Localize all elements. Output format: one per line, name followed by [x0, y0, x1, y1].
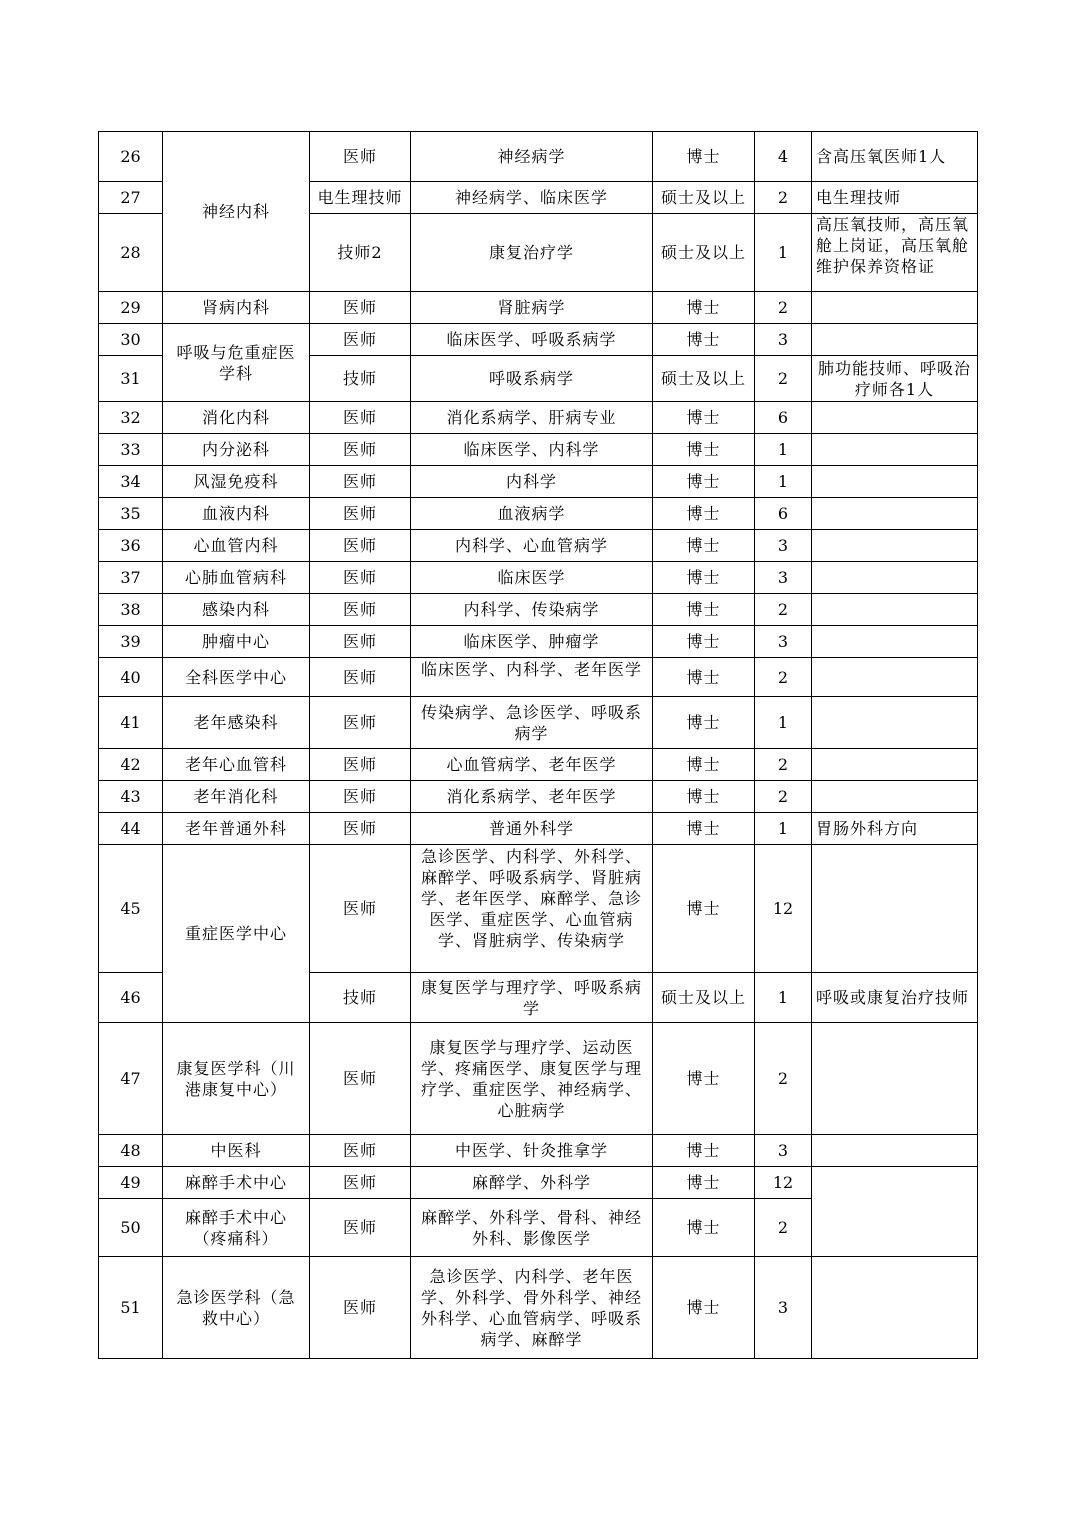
note-cell: [812, 292, 978, 324]
major-cell: 急诊医学、内科学、老年医学、外科学、骨外科学、神经外科学、心血管病学、呼吸系病学、麻醉学: [411, 1257, 653, 1359]
position-cell: 医师: [310, 749, 411, 781]
row-number: 32: [99, 402, 163, 434]
row-number: 26: [99, 132, 163, 182]
row-number: 51: [99, 1257, 163, 1359]
position-cell: 医师: [310, 845, 411, 973]
row-number: 47: [99, 1023, 163, 1135]
education-cell: 博士: [653, 1167, 755, 1199]
department-cell: 中医科: [163, 1135, 310, 1167]
position-cell: 医师: [310, 324, 411, 356]
major-cell: 呼吸系病学: [411, 356, 653, 402]
education-cell: 博士: [653, 697, 755, 749]
education-cell: 博士: [653, 658, 755, 697]
department-cell: 消化内科: [163, 402, 310, 434]
position-cell: 医师: [310, 1023, 411, 1135]
department-cell: 肿瘤中心: [163, 626, 310, 658]
count-cell: 2: [755, 1199, 812, 1257]
count-cell: 3: [755, 530, 812, 562]
row-number: 46: [99, 973, 163, 1023]
position-cell: 医师: [310, 658, 411, 697]
education-cell: 博士: [653, 562, 755, 594]
count-cell: 12: [755, 845, 812, 973]
row-number: 42: [99, 749, 163, 781]
count-cell: 1: [755, 466, 812, 498]
education-cell: 硕士及以上: [653, 214, 755, 292]
department-cell: 老年普通外科: [163, 813, 310, 845]
note-cell: [812, 697, 978, 749]
row-number: 34: [99, 466, 163, 498]
education-cell: 博士: [653, 749, 755, 781]
note-cell: [812, 530, 978, 562]
table-row: [99, 562, 978, 594]
department-cell: 老年消化科: [163, 781, 310, 813]
department-cell: 风湿免疫科: [163, 466, 310, 498]
department-cell: 呼吸与危重症医学科: [163, 324, 310, 402]
department-cell: 重症医学中心: [163, 845, 310, 1023]
count-cell: 3: [755, 1135, 812, 1167]
education-cell: 博士: [653, 466, 755, 498]
table-row: [99, 845, 978, 973]
count-cell: 1: [755, 214, 812, 292]
major-cell: 血液病学: [411, 498, 653, 530]
position-cell: 医师: [310, 697, 411, 749]
table-row: [99, 697, 978, 749]
major-cell: 内科学、传染病学: [411, 594, 653, 626]
count-cell: 2: [755, 182, 812, 214]
major-text: 急诊医学、内科学、外科学、麻醉学、呼吸系病学、肾脏病学、老年医学、麻醉学、急诊医学、重症医学、心血管病学、肾脏病学、传染病学: [420, 847, 642, 950]
count-cell: 2: [755, 356, 812, 402]
education-cell: 博士: [653, 1023, 755, 1135]
education-cell: 博士: [653, 1257, 755, 1359]
row-number: 43: [99, 781, 163, 813]
major-cell: 肾脏病学: [411, 292, 653, 324]
major-cell: 麻醉学、外科学: [411, 1167, 653, 1199]
department-cell: 心血管内科: [163, 530, 310, 562]
table-row: [99, 626, 978, 658]
note-cell: [812, 658, 978, 697]
table-row: [99, 466, 978, 498]
note-cell: [812, 594, 978, 626]
major-cell: 康复医学与理疗学、运动医学、疼痛医学、康复医学与理疗学、重症医学、神经病学、心脏病学: [411, 1023, 653, 1135]
position-cell: 医师: [310, 402, 411, 434]
row-number: 48: [99, 1135, 163, 1167]
table-row: [99, 1257, 978, 1359]
major-cell: 临床医学、肿瘤学: [411, 626, 653, 658]
major-cell: 内科学、心血管病学: [411, 530, 653, 562]
major-cell: 临床医学: [411, 562, 653, 594]
count-cell: 6: [755, 402, 812, 434]
note-cell: [812, 1167, 978, 1257]
row-number: 38: [99, 594, 163, 626]
table-row: [99, 292, 978, 324]
note-cell: 胃肠外科方向: [812, 813, 978, 845]
major-cell: 中医学、针灸推拿学: [411, 1135, 653, 1167]
row-number: 36: [99, 530, 163, 562]
count-cell: 3: [755, 1257, 812, 1359]
note-cell: [812, 466, 978, 498]
note-cell: [812, 1257, 978, 1359]
row-number: 31: [99, 356, 163, 402]
note-cell: [812, 626, 978, 658]
position-cell: 医师: [310, 1199, 411, 1257]
position-cell: 医师: [310, 1257, 411, 1359]
education-cell: 博士: [653, 1199, 755, 1257]
education-cell: 博士: [653, 626, 755, 658]
position-cell: 技师2: [310, 214, 411, 292]
row-number: 35: [99, 498, 163, 530]
major-cell: 传染病学、急诊医学、呼吸系病学: [411, 697, 653, 749]
major-cell: 内科学: [411, 466, 653, 498]
position-cell: 医师: [310, 781, 411, 813]
education-cell: 博士: [653, 324, 755, 356]
table-row: [99, 402, 978, 434]
note-cell: [812, 324, 978, 356]
position-cell: 医师: [310, 594, 411, 626]
count-cell: 3: [755, 626, 812, 658]
note-cell: [812, 498, 978, 530]
major-cell: 消化系病学、肝病专业: [411, 402, 653, 434]
position-cell: 医师: [310, 813, 411, 845]
major-cell: 临床医学、内科学: [411, 434, 653, 466]
table-row: [99, 658, 978, 697]
department-cell: 康复医学科（川港康复中心）: [163, 1023, 310, 1135]
education-cell: 硕士及以上: [653, 356, 755, 402]
row-number: 41: [99, 697, 163, 749]
department-cell: 急诊医学科（急救中心）: [163, 1257, 310, 1359]
table-row: [99, 813, 978, 845]
position-cell: 医师: [310, 562, 411, 594]
major-cell: [411, 658, 653, 697]
table-row: [99, 1167, 978, 1199]
table-row: [99, 434, 978, 466]
note-cell: 肺功能技师、呼吸治疗师各1人: [812, 356, 978, 402]
major-cell: 普通外科学: [411, 813, 653, 845]
row-number: 28: [99, 214, 163, 292]
note-cell: 电生理技师: [812, 182, 978, 214]
table-row: [99, 1023, 978, 1135]
major-cell: 消化系病学、老年医学: [411, 781, 653, 813]
position-cell: 电生理技师: [310, 182, 411, 214]
note-cell: [812, 1135, 978, 1167]
department-cell: 麻醉手术中心: [163, 1167, 310, 1199]
count-cell: 2: [755, 594, 812, 626]
major-cell: 心血管病学、老年医学: [411, 749, 653, 781]
education-cell: 博士: [653, 402, 755, 434]
count-cell: 2: [755, 781, 812, 813]
row-number: 30: [99, 324, 163, 356]
position-cell: 医师: [310, 466, 411, 498]
count-cell: 4: [755, 132, 812, 182]
department-cell: 老年心血管科: [163, 749, 310, 781]
row-number: 27: [99, 182, 163, 214]
department-cell: 肾病内科: [163, 292, 310, 324]
education-cell: 博士: [653, 434, 755, 466]
table-row: [99, 530, 978, 562]
department-cell: 老年感染科: [163, 697, 310, 749]
position-cell: 医师: [310, 530, 411, 562]
department-cell: 感染内科: [163, 594, 310, 626]
education-cell: 博士: [653, 845, 755, 973]
major-cell: 麻醉学、外科学、骨科、神经外科、影像医学: [411, 1199, 653, 1257]
major-cell: 临床医学、呼吸系病学: [411, 324, 653, 356]
table-row: [99, 781, 978, 813]
table-row: [99, 1135, 978, 1167]
education-cell: 博士: [653, 530, 755, 562]
education-cell: 博士: [653, 813, 755, 845]
position-cell: 技师: [310, 973, 411, 1023]
note-cell: [812, 402, 978, 434]
education-cell: 博士: [653, 1135, 755, 1167]
table-row: [99, 749, 978, 781]
row-number: 44: [99, 813, 163, 845]
position-cell: 医师: [310, 626, 411, 658]
count-cell: 1: [755, 434, 812, 466]
table-row: [99, 594, 978, 626]
department-cell: 神经内科: [163, 132, 310, 292]
row-number: 37: [99, 562, 163, 594]
row-number: 49: [99, 1167, 163, 1199]
department-cell: 心肺血管病科: [163, 562, 310, 594]
count-cell: 1: [755, 813, 812, 845]
department-cell: 麻醉手术中心（疼痛科）: [163, 1199, 310, 1257]
position-cell: 医师: [310, 1167, 411, 1199]
table-row: [99, 324, 978, 356]
count-cell: 6: [755, 498, 812, 530]
position-cell: 医师: [310, 434, 411, 466]
note-cell: [812, 845, 978, 973]
row-number: 45: [99, 845, 163, 973]
education-cell: 博士: [653, 498, 755, 530]
count-cell: 2: [755, 658, 812, 697]
row-number: 33: [99, 434, 163, 466]
count-cell: 2: [755, 749, 812, 781]
note-cell: [812, 562, 978, 594]
count-cell: 1: [755, 973, 812, 1023]
note-cell: [812, 749, 978, 781]
count-cell: 3: [755, 562, 812, 594]
row-number: 50: [99, 1199, 163, 1257]
department-cell: 血液内科: [163, 498, 310, 530]
education-cell: 博士: [653, 292, 755, 324]
count-cell: 2: [755, 1023, 812, 1135]
row-number: 39: [99, 626, 163, 658]
table-row: [99, 498, 978, 530]
major-cell: 神经病学: [411, 132, 653, 182]
department-cell: 内分泌科: [163, 434, 310, 466]
education-cell: 博士: [653, 781, 755, 813]
count-cell: 12: [755, 1167, 812, 1199]
count-cell: 1: [755, 697, 812, 749]
recruitment-table: [98, 131, 978, 1359]
row-number: 40: [99, 658, 163, 697]
major-cell: 神经病学、临床医学: [411, 182, 653, 214]
position-cell: 医师: [310, 498, 411, 530]
major-cell: [411, 845, 653, 973]
note-cell: [812, 434, 978, 466]
count-cell: 2: [755, 292, 812, 324]
department-cell: 全科医学中心: [163, 658, 310, 697]
major-cell: 康复治疗学: [411, 214, 653, 292]
table-row: [99, 132, 978, 182]
education-cell: 硕士及以上: [653, 182, 755, 214]
position-cell: 医师: [310, 292, 411, 324]
row-number: 29: [99, 292, 163, 324]
count-cell: 3: [755, 324, 812, 356]
position-cell: 医师: [310, 132, 411, 182]
note-cell: 呼吸或康复治疗技师: [812, 973, 978, 1023]
education-cell: 博士: [653, 594, 755, 626]
note-cell: [812, 1023, 978, 1135]
position-cell: 医师: [310, 1135, 411, 1167]
note-cell: [812, 781, 978, 813]
note-cell: [812, 214, 978, 292]
major-cell: 康复医学与理疗学、呼吸系病学: [411, 973, 653, 1023]
education-cell: 博士: [653, 132, 755, 182]
note-cell: 含高压氧医师1人: [812, 132, 978, 182]
position-cell: 技师: [310, 356, 411, 402]
note-text: 高压氧技师，高压氧舱上岗证，高压氧舱维护保养资格证: [816, 215, 970, 276]
education-cell: 硕士及以上: [653, 973, 755, 1023]
major-text: 临床医学、内科学、老年医学: [420, 660, 642, 679]
